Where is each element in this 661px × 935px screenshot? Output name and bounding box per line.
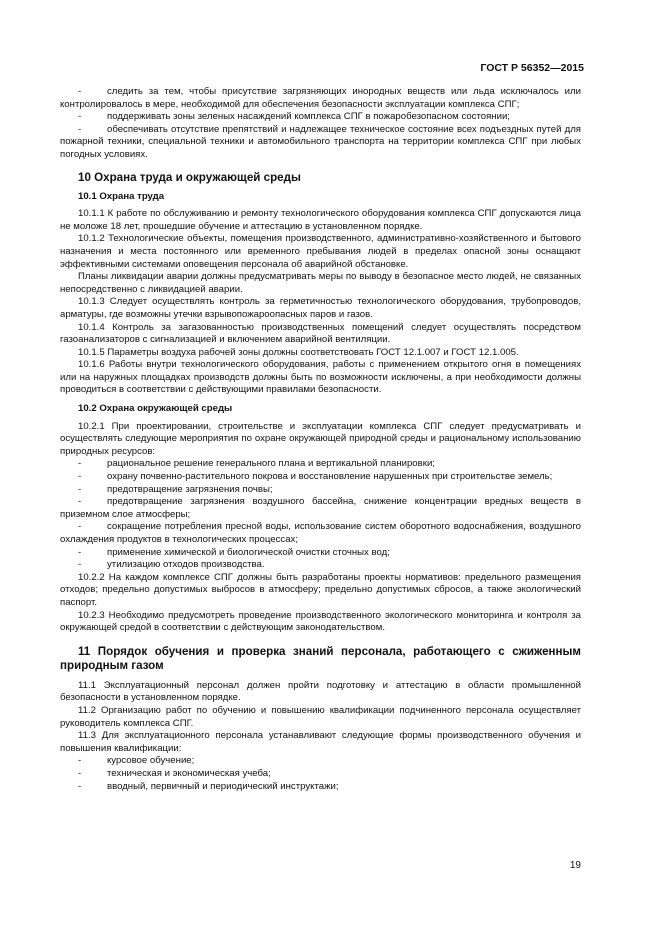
list-dash: - bbox=[78, 86, 82, 97]
list-item: - следить за тем, чтобы присутствие загрязняющих инородных веществ или льда исключалось или контролировалось в мере, необходимой для обеспечения безопасности эксплуатации комплекса СПГ; bbox=[60, 86, 581, 110]
list-item: - курсовое обучение; bbox=[78, 755, 195, 767]
paragraph: 11.2 Организацию работ по обучению и повышению квалификации подчиненного персонала осуществляет руководитель комплекса СПГ. bbox=[60, 704, 581, 729]
list-dash: - bbox=[78, 546, 82, 558]
list-item: - утилизацию отходов производства. bbox=[78, 559, 265, 571]
list-item: - техническая и экономическая учеба; bbox=[78, 767, 271, 779]
page-body bbox=[60, 86, 581, 793]
list-dash: - bbox=[78, 559, 82, 571]
paragraph: 10.1.4 Контроль за загазованностью производственных помещений следует осуществлять посредством газоанализаторов с сигнализацией и включением аварийной вентиляции. bbox=[60, 321, 581, 346]
page-number: 19 bbox=[569, 860, 581, 871]
subsection-10-1-heading: 10.1 Охрана труда bbox=[78, 190, 165, 202]
paragraph: 10.1.5 Параметры воздуха рабочей зоны должны соответствовать ГОСТ 12.1.007 и ГОСТ 12.1.005. bbox=[78, 346, 519, 358]
document-code: ГОСТ Р 56352—2015 bbox=[480, 62, 584, 74]
list-item: - вводный, первичный и периодический инструктажи; bbox=[78, 780, 339, 792]
paragraph: 10.2.1 При проектировании, строительстве и эксплуатации комплекса СПГ следует предусматривать и осуществлять следующие мероприятия по охране окружающей природной среды и рациональному использованию природных ресурсов: bbox=[60, 420, 581, 457]
list-dash: - bbox=[78, 111, 82, 123]
list-item: - поддерживать зоны зеленых насаждений комплекса СПГ в пожаробезопасном состоянии; bbox=[78, 111, 510, 123]
paragraph: 10.1.3 Следует осуществлять контроль за герметичностью технологического оборудования, трубопроводов, арматуры, где возможны утечки взрывопожароопасных паров и газов. bbox=[60, 296, 581, 320]
section-10-heading: 10 Охрана труда и окружающей среды bbox=[78, 170, 301, 184]
paragraph: 10.2.2 На каждом комплексе СПГ должны быть разработаны проекты нормативов: предельного размещения отходов; предельно допустимых выбросов в атмосферу; предельно допустимых сбросов, а также экологический паспорт. bbox=[60, 571, 581, 608]
subsection-10-2-heading: 10.2 Охрана окружающей среды bbox=[78, 403, 233, 415]
paragraph: Планы ликвидации аварии должны предусматривать меры по выводу в безопасное место людей, не связанных непосредственно с ликвидацией аварии. bbox=[60, 271, 581, 295]
list-item: - охрану почвенно-растительного покрова и восстановление нарушенных при строительстве земель; bbox=[78, 471, 553, 483]
list-item: - применение химической и биологической очистки сточных вод; bbox=[78, 546, 390, 558]
paragraph: 10.1.1 К работе по обслуживанию и ремонту технологического оборудования комплекса СПГ допускаются лица не моложе 18 лет, прошедшие обучение и аттестацию в установленном порядке. bbox=[60, 208, 581, 232]
list-dash: - bbox=[78, 123, 82, 135]
paragraph: 10.1.2 Технологические объекты, помещения производственного, административно-хозяйственного и бытового назначения и места постоянного или временного пребывания людей в пределах опасной зоны оснащают эффективными системами оповещения персонала об аварийной обстановке. bbox=[60, 233, 581, 270]
list-dash: - bbox=[78, 780, 82, 792]
paragraph: 10.2.3 Необходимо предусмотреть проведение производственного экологического мониторинга и контроля за окружающей средой в соответствии с действующим законодательством. bbox=[60, 609, 581, 634]
list-dash: - bbox=[78, 496, 82, 508]
list-item: - рациональное решение генерального плана и вертикальной планировки; bbox=[78, 458, 435, 470]
paragraph: 11.1 Эксплуатационный персонал должен пройти подготовку и аттестацию в области промышленной безопасности в установленном порядке. bbox=[60, 679, 581, 704]
paragraph: 11.3 Для эксплуатационного персонала устанавливают следующие формы производственного обучения и повышения квалификации: bbox=[60, 730, 581, 754]
list-dash: - bbox=[78, 521, 82, 533]
list-item: - предотвращение загрязнения воздушного бассейна, снижение концентрации вредных веществ в приземном слое атмосферы; bbox=[60, 496, 581, 520]
list-dash: - bbox=[78, 458, 82, 470]
section-11-heading: 11 Порядок обучения и проверка знаний персонала, работающего с сжиженным природным газом bbox=[60, 644, 581, 673]
list-dash: - bbox=[78, 471, 82, 483]
list-item: - сокращение потребления пресной воды, использование систем оборотного водоснабжения, воздушного охлаждения продуктов в технологических процессах; bbox=[60, 521, 581, 545]
list-dash: - bbox=[78, 767, 82, 779]
paragraph: 10.1.6 Работы внутри технологического оборудования, работы с применением открытого огня в помещениях или на наружных площадках производств должны быть по возможности исключены, а при необходимости должны проводиться в соответствии с действующими правилами безопасности. bbox=[60, 359, 581, 396]
list-item: - предотвращение загрязнения почвы; bbox=[78, 483, 273, 495]
list-dash: - bbox=[78, 483, 82, 495]
list-item: - обеспечивать отсутствие препятствий и надлежащее техническое состояние всех подъездных путей для пожарной техники, специальной техники и автомобильного транспорта на территории комплекса СПГ при любых погодных условиях. bbox=[60, 123, 581, 160]
list-dash: - bbox=[78, 755, 82, 767]
